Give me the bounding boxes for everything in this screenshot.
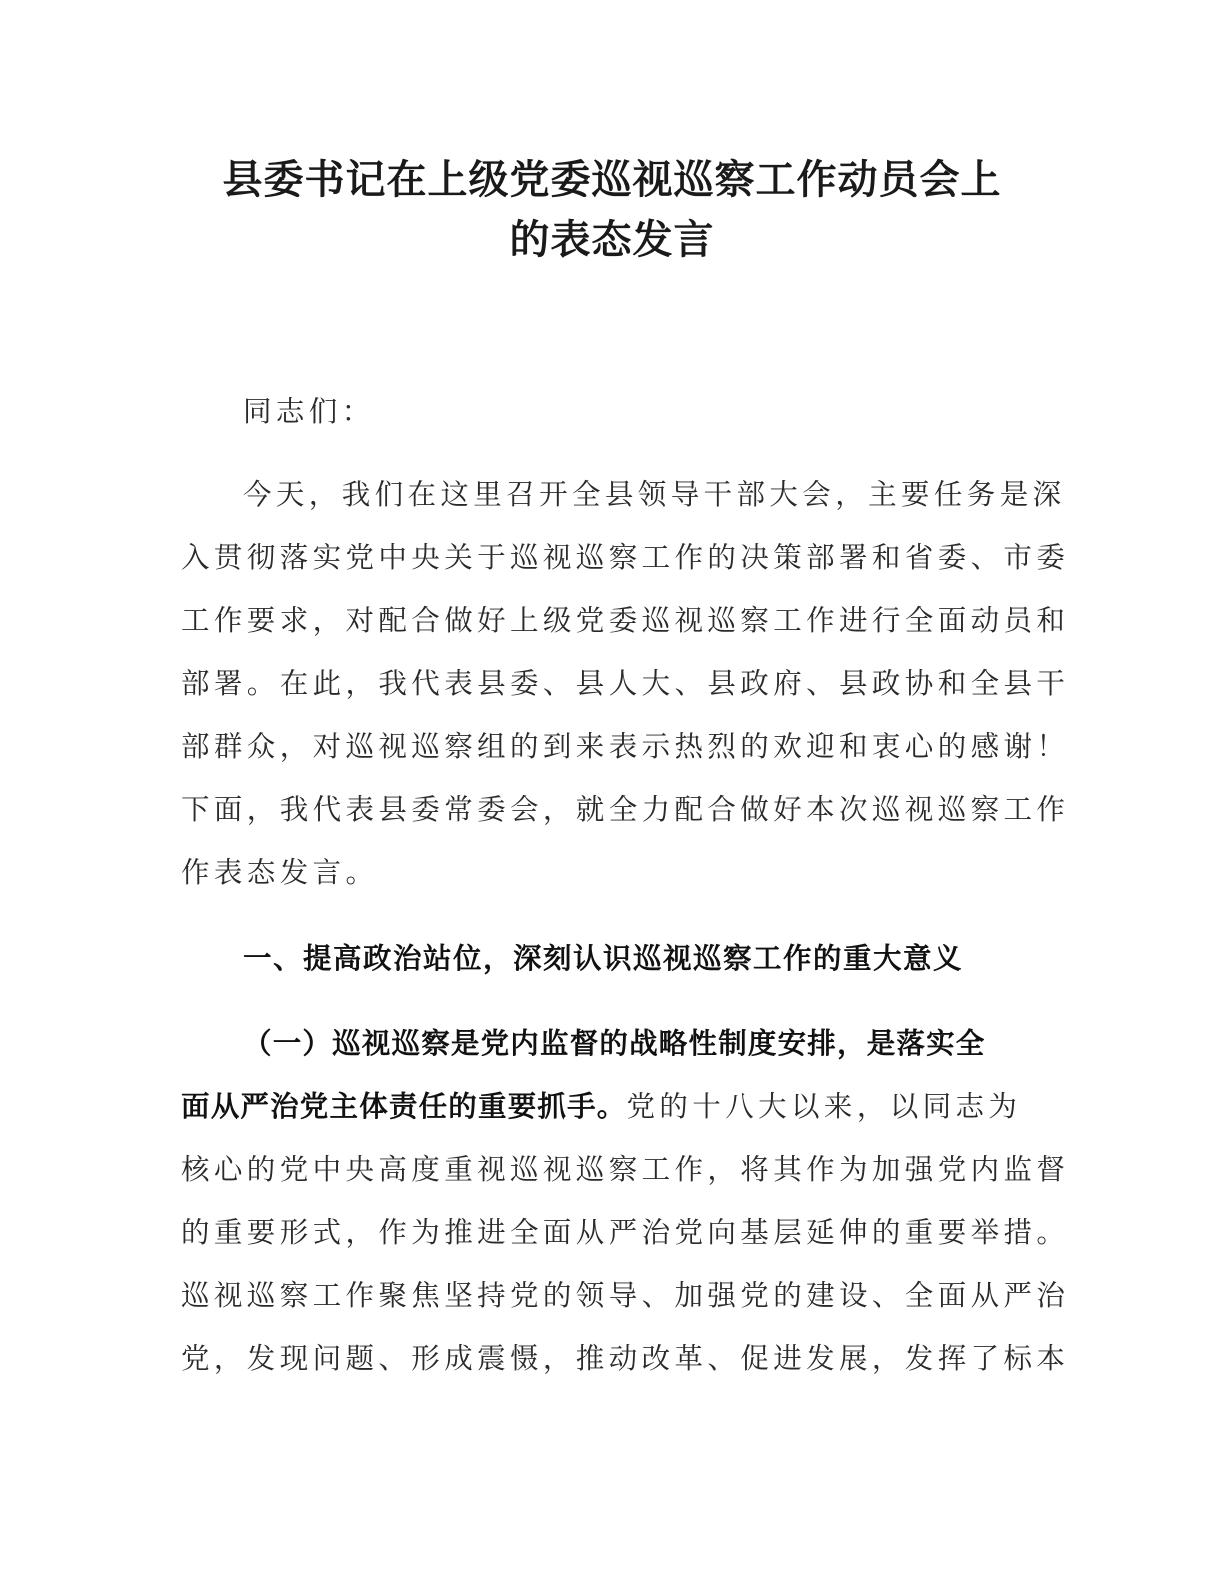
salutation-block <box>181 380 1041 443</box>
intro-line: 作表态发言。 <box>181 856 379 889</box>
subsection-line: 巡视巡察工作聚焦坚持党的领导、加强党的建设、全面从严治 <box>181 1279 1070 1312</box>
subsection-line: 党，发现问题、形成震慑，推动改革、促进发展，发挥了标本 <box>181 1342 1070 1375</box>
subsection-1-paragraph <box>181 1012 1070 1390</box>
intro-paragraph <box>181 463 1070 904</box>
intro-line: 下面，我代表县委常委会，就全力配合做好本次巡视巡察工作 <box>181 793 1070 826</box>
subsection-line: 核心的党中央高度重视巡视巡察工作，将其作为加强党内监督 <box>181 1153 1070 1186</box>
subsection-heading-part-2: 面从严治党主体责任的重要抓手。 <box>181 1090 627 1123</box>
section-1-heading-block <box>181 927 1041 990</box>
subsection-text: 党的十八大以来，以同志为 <box>626 1090 1022 1123</box>
title-line-1: 县委书记在上级党委巡视巡察工作动员会上 <box>222 157 1002 203</box>
intro-line: 部署。在此，我代表县委、县人大、县政府、县政协和全县干 <box>181 667 1070 700</box>
document-title <box>150 150 1074 270</box>
subsection-line: 的重要形式，作为推进全面从严治党向基层延伸的重要举措。 <box>181 1216 1070 1249</box>
intro-line: 部群众，对巡视巡察组的到来表示热烈的欢迎和衷心的感谢！ <box>181 730 1070 763</box>
intro-line: 入贯彻落实党中央关于巡视巡察工作的决策部署和省委、市委 <box>181 541 1070 574</box>
section-heading: 一、提高政治站位，深刻认识巡视巡察工作的重大意义 <box>243 942 964 975</box>
intro-line: 工作要求，对配合做好上级党委巡视巡察工作进行全面动员和 <box>181 604 1070 637</box>
subsection-heading-part-1: （一）巡视巡察是党内监督的战略性制度安排，是落实全 <box>243 1027 986 1060</box>
subsection-line <box>181 1075 1041 1138</box>
subsection-line <box>181 1012 1041 1075</box>
salutation: 同志们： <box>243 395 375 428</box>
title-line-2: 的表态发言 <box>509 217 715 263</box>
intro-line: 今天，我们在这里召开全县领导干部大会，主要任务是深 <box>243 478 1066 511</box>
